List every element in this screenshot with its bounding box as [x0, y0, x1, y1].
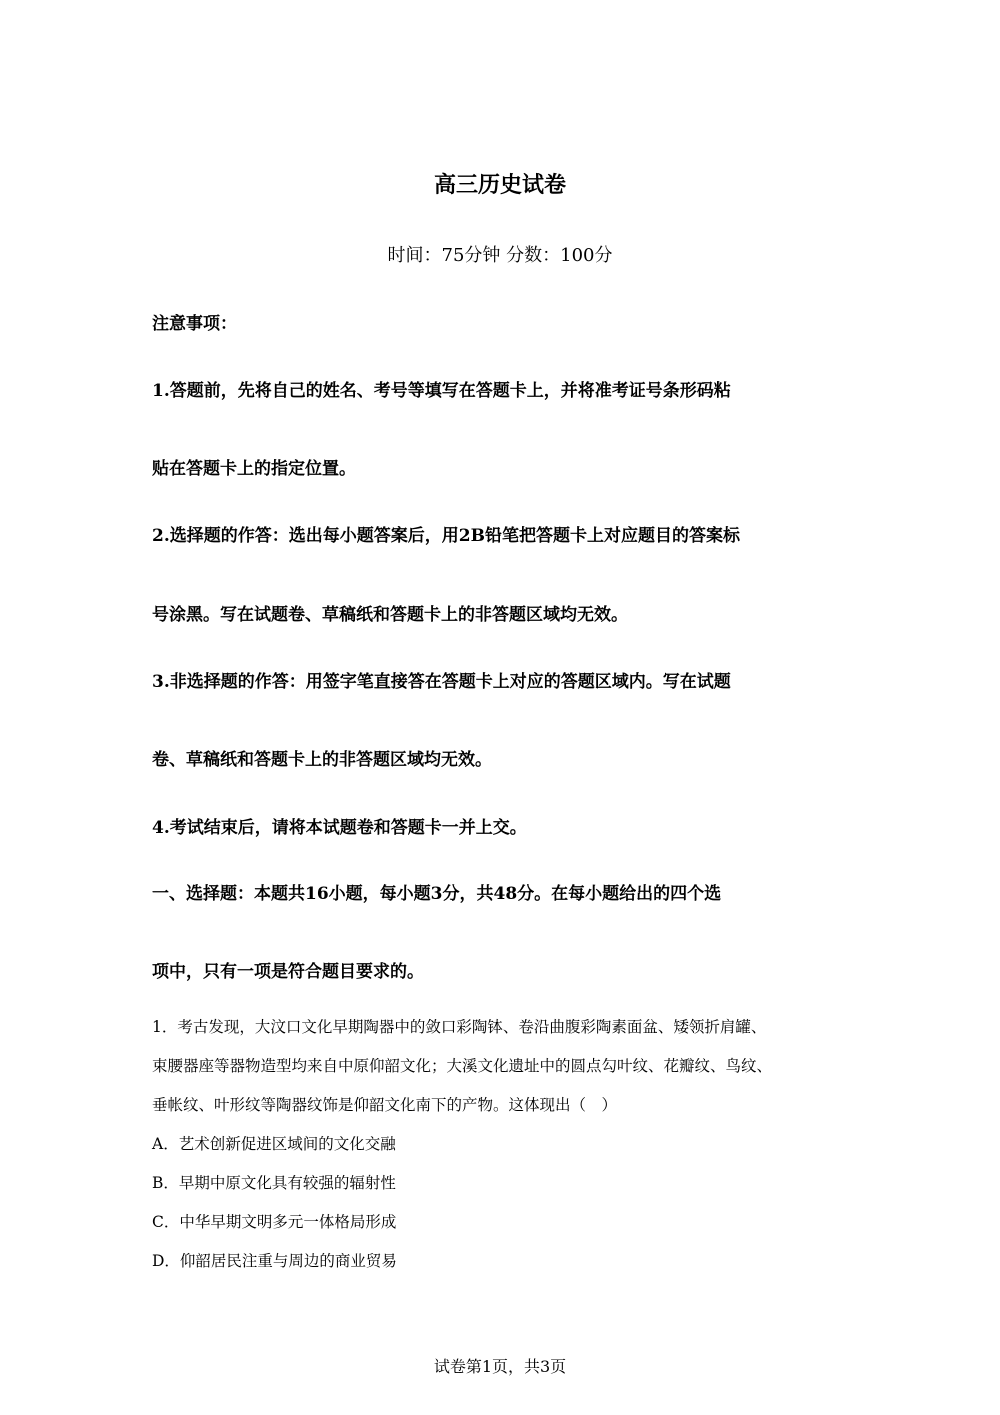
- note-line: 1.答题前，先将自己的姓名、考号等填写在答题卡上，并将准考证号条形码粘: [152, 381, 731, 401]
- page-title: 高三历史试卷: [433, 173, 566, 198]
- question-stem-line: 垂帐纹、叶形纹等陶器纹饰是仰韶文化南下的产物。这体现出（ ）: [152, 1096, 618, 1114]
- note-line: 2.选择题的作答：选出每小题答案后，用2B铅笔把答题卡上对应题目的答案标: [152, 526, 740, 546]
- note-line: 4.考试结束后，请将本试题卷和答题卡一并上交。: [152, 818, 527, 838]
- note-line: 号涂黑。写在试题卷、草稿纸和答题卡上的非答题区域均无效。: [152, 605, 628, 625]
- option-c: C．中华早期文明多元一体格局形成: [152, 1213, 397, 1231]
- note-line: 卷、草稿纸和答题卡上的非答题区域均无效。: [152, 750, 492, 770]
- exam-time-score: 时间：75分钟 分数：100分: [387, 245, 613, 266]
- question-stem-line: 1．考古发现，大汶口文化早期陶器中的敛口彩陶钵、卷沿曲腹彩陶素面盆、矮领折肩罐、: [152, 1018, 767, 1036]
- notes-heading: 注意事项：: [152, 314, 237, 334]
- option-d: D．仰韶居民注重与周边的商业贸易: [152, 1252, 397, 1270]
- note-line: 贴在答题卡上的指定位置。: [152, 459, 356, 479]
- note-line: 3.非选择题的作答：用签字笔直接答在答题卡上对应的答题区域内。写在试题: [152, 672, 731, 692]
- question-stem-line: 束腰器座等器物造型均来自中原仰韶文化；大溪文化遗址中的圆点勾叶纹、花瓣纹、鸟纹、: [152, 1057, 773, 1075]
- option-a: A．艺术创新促进区域间的文化交融: [152, 1135, 396, 1153]
- section-heading-line: 项中，只有一项是符合题目要求的。: [152, 962, 424, 982]
- page-footer: 试卷第1页，共3页: [433, 1357, 567, 1376]
- section-heading-line: 一、选择题：本题共16小题，每小题3分，共48分。在每小题给出的四个选: [152, 884, 722, 904]
- option-b: B．早期中原文化具有较强的辐射性: [152, 1174, 396, 1192]
